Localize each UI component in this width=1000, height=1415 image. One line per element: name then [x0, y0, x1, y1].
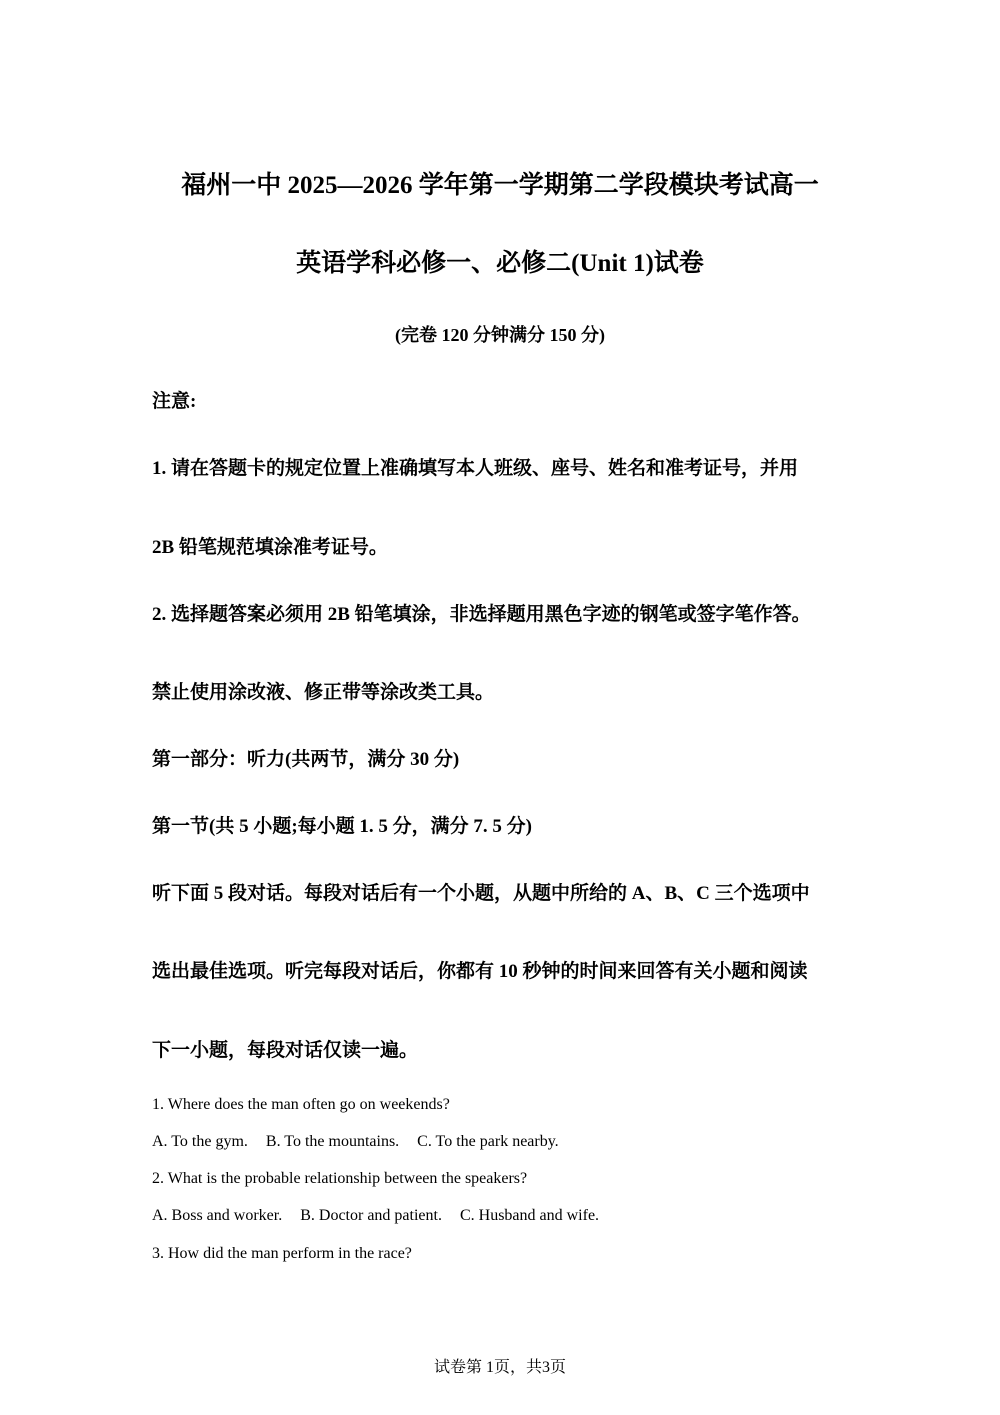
question-2-option-a: A. Boss and worker. [152, 1207, 283, 1224]
notice-item1-line2: 2B 铅笔规范填涂准考证号。 [152, 537, 388, 558]
question-1-option-b: B. To the mountains. [265, 1133, 400, 1150]
question-1-option-c: C. To the park nearby. [417, 1133, 559, 1150]
instructions-line1: 听下面 5 段对话。每段对话后有一个小题，从题中所给的 A、B、C 三个选项中 [152, 883, 810, 904]
question-1-stem: 1. Where does the man often go on weekends? [152, 1096, 450, 1113]
question-1-option-a: A. To the gym. [152, 1133, 248, 1150]
question-2-option-c: C. Husband and wife. [459, 1207, 600, 1224]
question-2-option-b: B. Doctor and patient. [300, 1207, 442, 1224]
question-2-options [152, 1206, 617, 1226]
exam-title-line1: 福州一中 2025—2026 学年第一学期第二学段模块考试高一 [181, 172, 819, 199]
page-footer: 试卷第 1页，共3页 [433, 1359, 566, 1376]
part1-heading: 第一部分：听力(共两节，满分 30 分) [152, 749, 460, 770]
notice-item2-line2: 禁止使用涂改液、修正带等涂改类工具。 [152, 682, 495, 703]
section1-heading: 第一节(共 5 小题;每小题 1. 5 分，满分 7. 5 分) [152, 816, 532, 837]
exam-subtitle: (完卷 120 分钟满分 150 分) [395, 325, 605, 345]
notice-item2-line1: 2. 选择题答案必须用 2B 铅笔填涂，非选择题用黑色字迹的钢笔或签字笔作答。 [152, 604, 811, 625]
instructions-line3: 下一小题，每段对话仅读一遍。 [152, 1040, 419, 1061]
question-1-options [152, 1132, 577, 1152]
exam-title-line2: 英语学科必修一、必修二(Unit 1)试卷 [296, 250, 704, 277]
instructions-line2: 选出最佳选项。听完每段对话后，你都有 10 秒钟的时间来回答有关小题和阅读 [152, 961, 808, 982]
notice-label: 注意: [152, 391, 197, 412]
question-3-stem: 3. How did the man perform in the race? [152, 1245, 412, 1262]
notice-item1-line1: 1. 请在答题卡的规定位置上准确填写本人班级、座号、姓名和准考证号，并用 [152, 458, 799, 479]
question-2-stem: 2. What is the probable relationship between the speakers? [152, 1170, 528, 1187]
